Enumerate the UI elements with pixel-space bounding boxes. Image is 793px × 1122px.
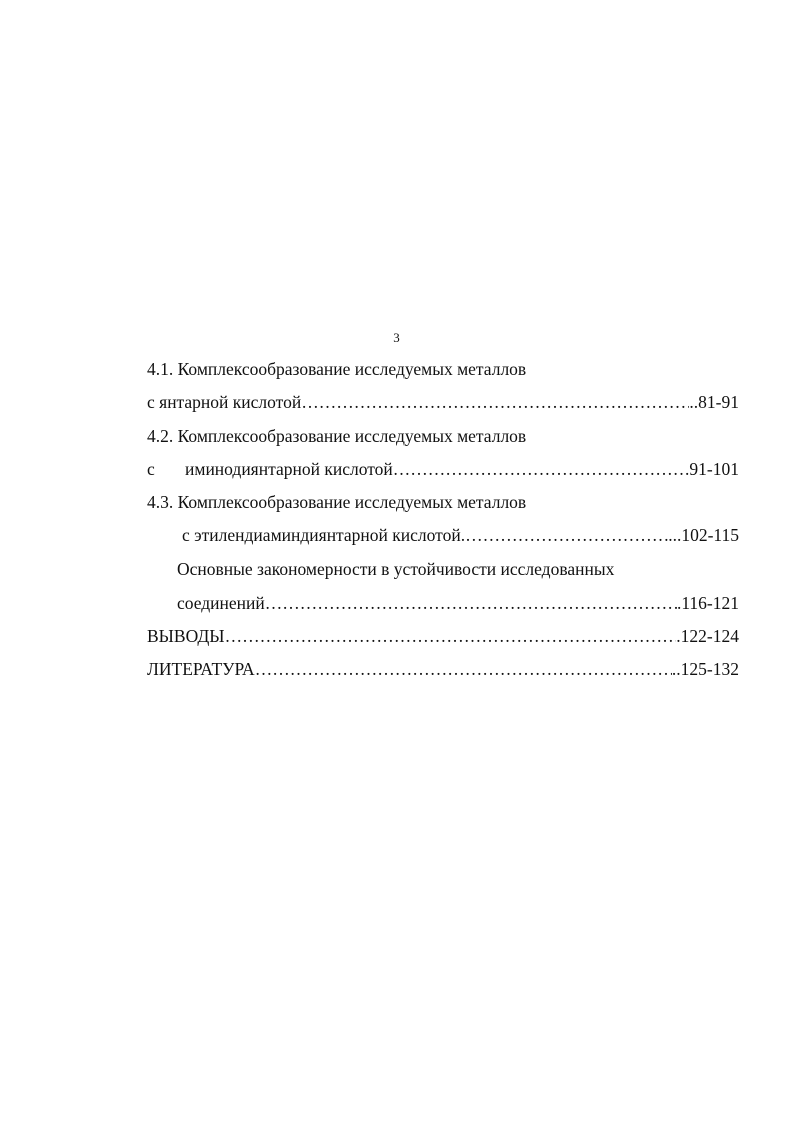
toc-entry-text: с янтарной кислотой [147,392,302,412]
toc-leader-dots [225,623,677,649]
toc-page-range: .91-101 [685,459,739,479]
toc-page-range: .122-124 [676,626,739,646]
toc-leader-dots [465,522,668,548]
toc-page-range: ..125-132 [671,659,739,679]
toc-entry-4-2 [147,456,739,482]
toc-leader-dots [393,456,685,482]
page-number: 3 [393,330,400,345]
toc-entry-conclusions [147,623,739,649]
toc-entry-text: соединений [177,593,265,613]
toc-heading-4-2: 4.2. Комплексообразование исследуемых металлов [147,426,527,446]
toc-entry-text: ВЫВОДЫ [147,626,225,646]
toc-heading-4-3: 4.3. Комплексообразование исследуемых металлов [147,492,527,512]
toc-heading-patterns: Основные закономерности в устойчивости исследованных [177,559,615,579]
toc-leader-dots [255,656,672,682]
toc-entry-text: с этилендиаминдиянтарной кислотой. [182,525,466,545]
toc-leader-dots [301,389,689,415]
toc-entry-4-1 [147,389,739,415]
toc-page-range: .116-121 [676,593,739,613]
toc-entry-text: иминодиянтарной кислотой [185,459,393,479]
toc-leader-dots [265,590,677,616]
toc-entry-patterns [177,590,739,616]
toc-page-range: ...102-115 [668,525,739,545]
toc-heading-4-1: 4.1. Комплексообразование исследуемых металлов [147,359,527,379]
toc-entry-lead: с [147,459,155,479]
toc-page-range: ..81-91 [689,392,739,412]
toc-entry-text: ЛИТЕРАТУРА [147,659,255,679]
toc-entry-4-3 [182,522,739,548]
toc-entry-literature [147,656,739,682]
